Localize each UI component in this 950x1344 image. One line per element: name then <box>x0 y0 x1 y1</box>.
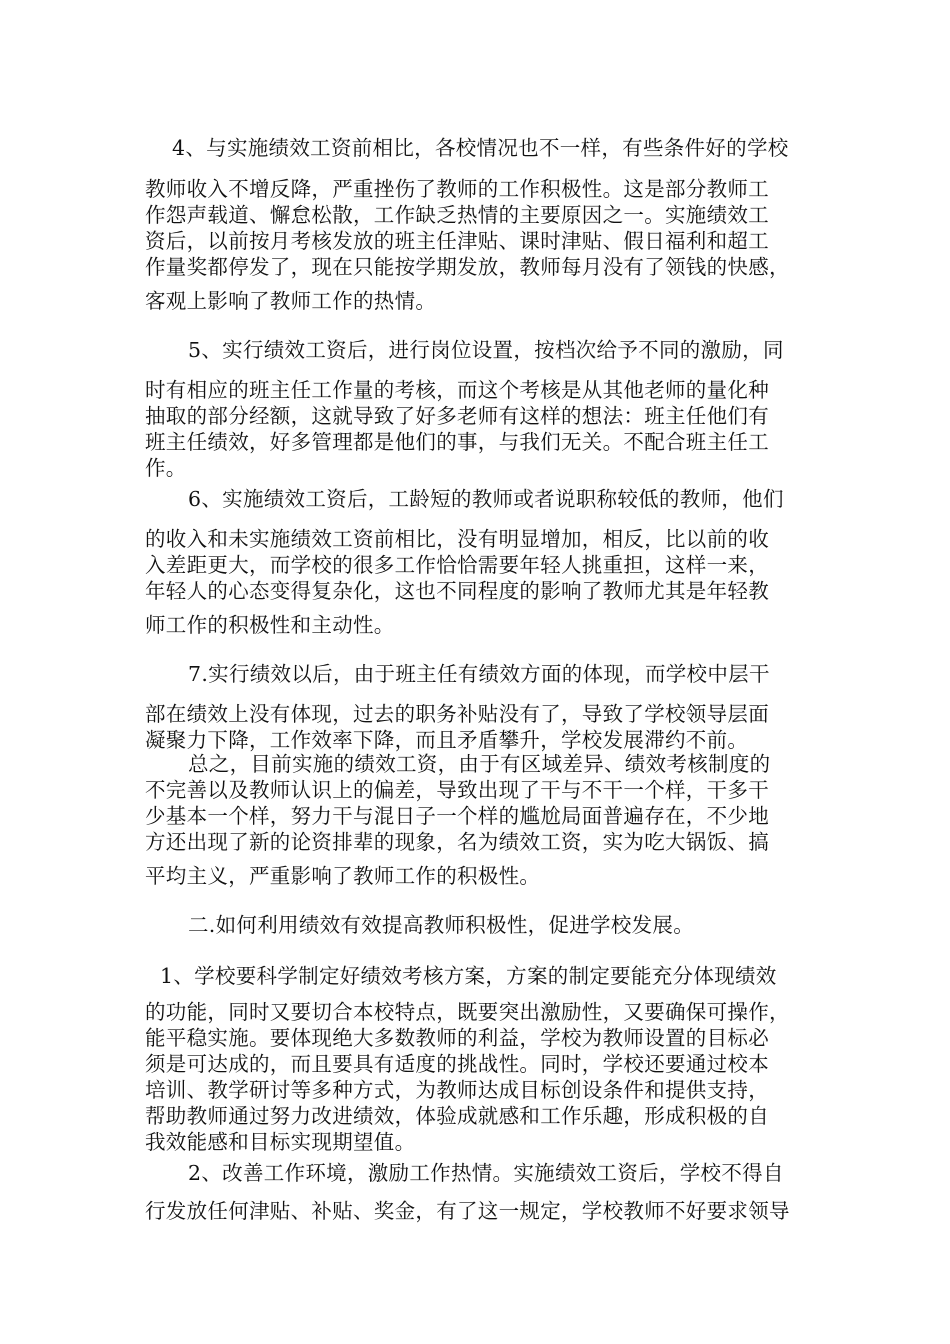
text-line: 7.实行绩效以后，由于班主任有绩效方面的体现，而学校中层干 <box>188 662 770 686</box>
text-line: 5、实行绩效工资后，进行岗位设置，按档次给予不同的激励，同 <box>188 338 784 362</box>
text-line: 我效能感和目标实现期望值。 <box>145 1130 416 1154</box>
text-line: 的功能，同时又要切合本校特点，既要突出激励性，又要确保可操作， <box>145 1000 790 1024</box>
text-line: 作怨声载道、懈怠松散，工作缺乏热情的主要原因之一。实施绩效工 <box>145 203 769 227</box>
text-line: 须是可达成的，而且要具有适度的挑战性。同时，学校还要通过校本 <box>145 1052 769 1076</box>
text-line: 平均主义，严重影响了教师工作的积极性。 <box>145 864 541 888</box>
text-line: 时有相应的班主任工作量的考核，而这个考核是从其他老师的量化种 <box>145 378 769 402</box>
text-line: 抽取的部分经额，这就导致了好多老师有这样的想法：班主任他们有 <box>145 404 769 428</box>
text-line: 培训、教学研讨等多种方式，为教师达成目标创设条件和提供支持， <box>145 1078 769 1102</box>
text-line: 部在绩效上没有体现，过去的职务补贴没有了，导致了学校领导层面 <box>145 702 769 726</box>
text-line: 教师收入不增反降，严重挫伤了教师的工作积极性。这是部分教师工 <box>145 177 769 201</box>
text-line: 行发放任何津贴、补贴、奖金，有了这一规定，学校教师不好要求领导 <box>145 1199 790 1223</box>
text-line: 2、改善工作环境，激励工作热情。实施绩效工资后，学校不得自 <box>188 1161 784 1185</box>
text-line: 方还出现了新的论资排辈的现象，名为绩效工资，实为吃大锅饭、搞 <box>145 830 769 854</box>
text-line: 入差距更大，而学校的很多工作恰恰需要年轻人挑重担，这样一来， <box>145 553 769 577</box>
text-line: 6、实施绩效工资后，工龄短的教师或者说职称较低的教师，他们 <box>188 487 784 511</box>
text-line: 能平稳实施。要体现绝大多数教师的利益，学校为教师设置的目标必 <box>145 1026 769 1050</box>
text-line: 的收入和未实施绩效工资前相比，没有明显增加，相反，比以前的收 <box>145 527 769 551</box>
text-line: 师工作的积极性和主动性。 <box>145 613 395 637</box>
text-line: 4、与实施绩效工资前相比，各校情况也不一样，有些条件好的学校 <box>172 136 789 160</box>
text-line: 年轻人的心态变得复杂化，这也不同程度的影响了教师尤其是年轻教 <box>145 579 769 603</box>
text-line: 资后，以前按月考核发放的班主任津贴、课时津贴、假日福利和超工 <box>145 229 769 253</box>
text-line: 总之，目前实施的绩效工资，由于有区域差异、绩效考核制度的 <box>188 752 771 776</box>
text-line: 客观上影响了教师工作的热情。 <box>145 289 437 313</box>
text-line: 凝聚力下降，工作效率下降，而且矛盾攀升，学校发展滞约不前。 <box>145 728 749 752</box>
text-line: 帮助教师通过努力改进绩效，体验成就感和工作乐趣，形成积极的自 <box>145 1104 769 1128</box>
text-line: 班主任绩效，好多管理都是他们的事，与我们无关。不配合班主任工 <box>145 430 769 454</box>
text-line: 作。 <box>145 456 187 480</box>
text-line: 作量奖都停发了，现在只能按学期发放，教师每月没有了领钱的快感， <box>145 255 790 279</box>
text-line: 1、学校要科学制定好绩效考核方案，方案的制定要能充分体现绩效 <box>160 964 777 988</box>
section-heading: 二.如何利用绩效有效提高教师积极性，促进学校发展。 <box>188 913 695 937</box>
text-line: 少基本一个样，努力干与混日子一个样的尴尬局面普遍存在，不少地 <box>145 804 769 828</box>
text-line: 不完善以及教师认识上的偏差，导致出现了干与不干一个样，干多干 <box>145 778 769 802</box>
